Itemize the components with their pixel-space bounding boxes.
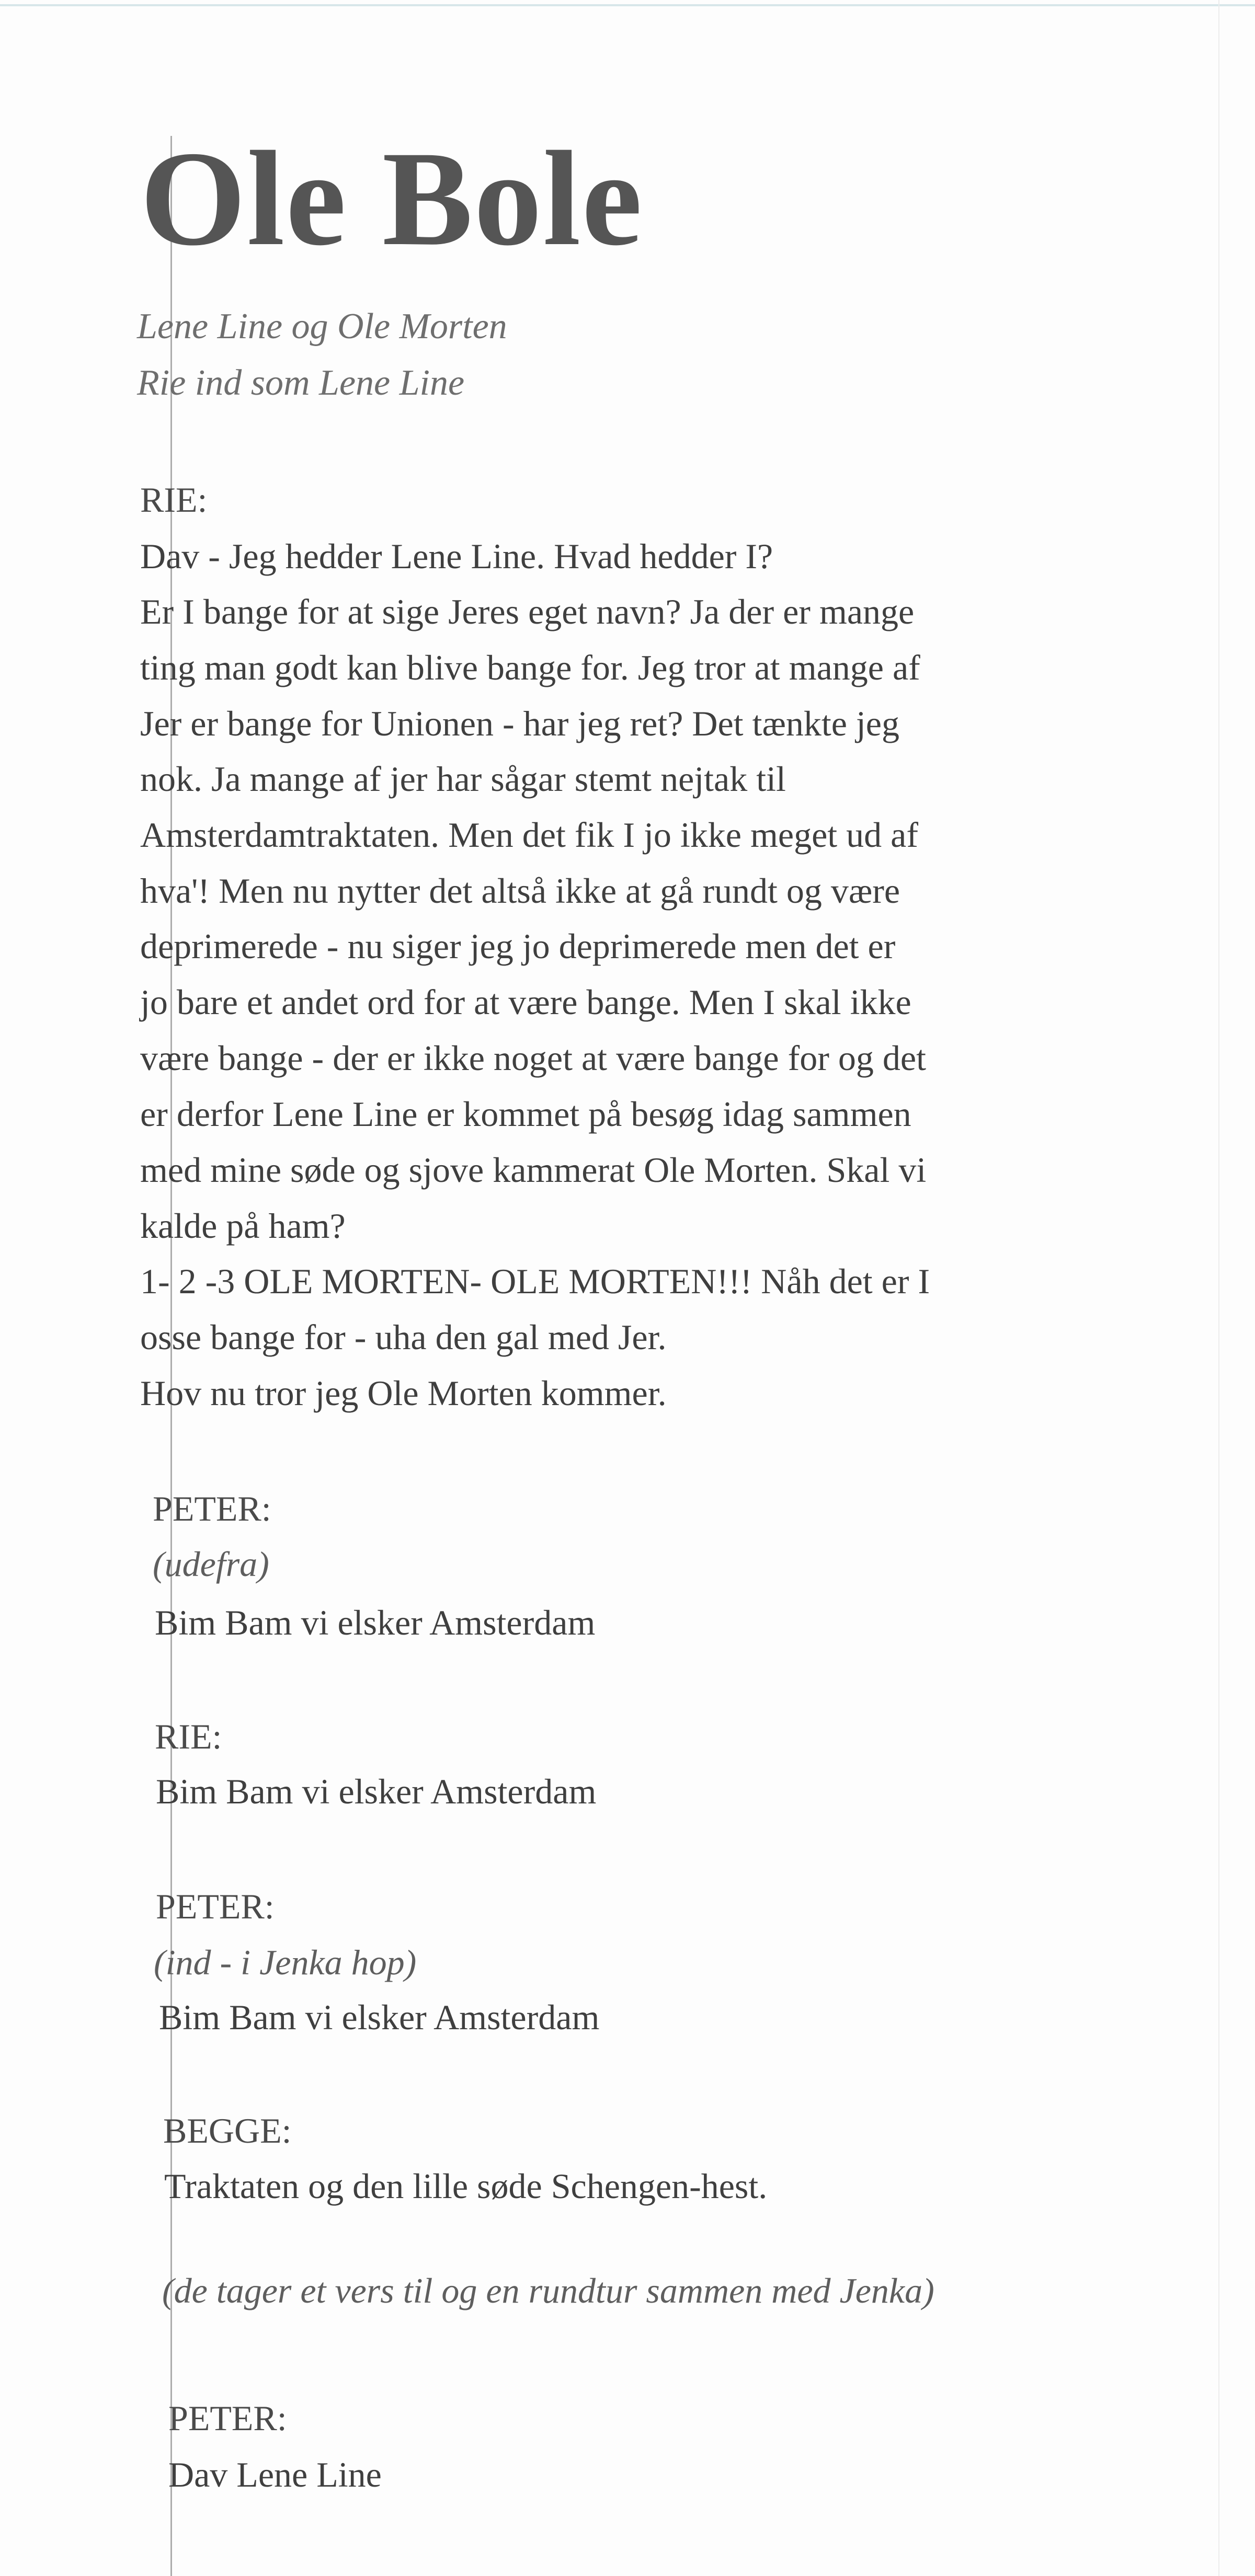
subtitle-line: Rie ind som Lene Line — [137, 363, 465, 403]
top-scan-line — [0, 4, 1255, 6]
dialogue-line: Bim Bam vi elsker Amsterdam — [156, 1772, 597, 1811]
speaker-label: PETER: — [168, 2398, 287, 2438]
dialogue-line: Bim Bam vi elsker Amsterdam — [159, 1997, 600, 2037]
dialogue-line: Traktaten og den lille søde Schengen-hest. — [164, 2166, 768, 2206]
speaker-label: RIE: — [140, 480, 208, 520]
dialogue-line: Er I bange for at sige Jeres eget navn? Ja der er mange — [140, 592, 915, 631]
dialogue-line: osse bange for - uha den gal med Jer. — [140, 1317, 667, 1357]
dialogue-line: hva'! Men nu nytter det altså ikke at gå rundt og være — [140, 871, 900, 911]
subtitle-line: Lene Line og Ole Morten — [137, 306, 507, 347]
speaker-label: PETER: — [156, 1887, 275, 1926]
dialogue-line: Dav - Jeg hedder Lene Line. Hvad hedder I? — [140, 536, 773, 576]
dialogue-line: deprimerede - nu siger jeg jo deprimerede men det er — [140, 926, 896, 966]
dialogue-line: Jer er bange for Unionen - har jeg ret? Det tænkte jeg — [140, 704, 899, 743]
dialogue-line: Hov nu tror jeg Ole Morten kommer. — [140, 1373, 667, 1413]
dialogue-line: er derfor Lene Line er kommet på besøg idag sammen — [140, 1094, 911, 1134]
dialogue-line: Bim Bam vi elsker Amsterdam — [155, 1603, 596, 1642]
dialogue-line: Dav Lene Line — [168, 2455, 382, 2494]
stage-direction: (ind - i Jenka hop) — [154, 1942, 417, 1982]
speaker-label: PETER: — [153, 1489, 271, 1528]
dialogue-line: kalde på ham? — [140, 1206, 346, 1246]
dialogue-line: med mine søde og sjove kammerat Ole Morten. Skal vi — [140, 1150, 927, 1190]
speaker-label: BEGGE: — [163, 2111, 292, 2150]
dialogue-line: Amsterdamtraktaten. Men det fik I jo ikke meget ud af — [140, 815, 918, 855]
stage-direction: (udefra) — [153, 1544, 269, 1584]
right-edge-shadow — [1218, 0, 1219, 2576]
dialogue-line: være bange - der er ikke noget at være bange for og det — [140, 1038, 926, 1078]
dialogue-line: ting man godt kan blive bange for. Jeg tror at mange af — [140, 648, 920, 687]
document-title: Ole Bole — [140, 123, 643, 274]
stage-direction: (de tager et vers til og en rundtur sammen med Jenka) — [162, 2271, 934, 2310]
speaker-label: RIE: — [155, 1717, 222, 1756]
dialogue-line: jo bare et andet ord for at være bange. Men I skal ikke — [140, 982, 911, 1022]
dialogue-line: nok. Ja mange af jer har sågar stemt nejtak til — [140, 759, 786, 799]
dialogue-line: 1- 2 -3 OLE MORTEN- OLE MORTEN!!! Nåh det er I — [140, 1261, 930, 1301]
